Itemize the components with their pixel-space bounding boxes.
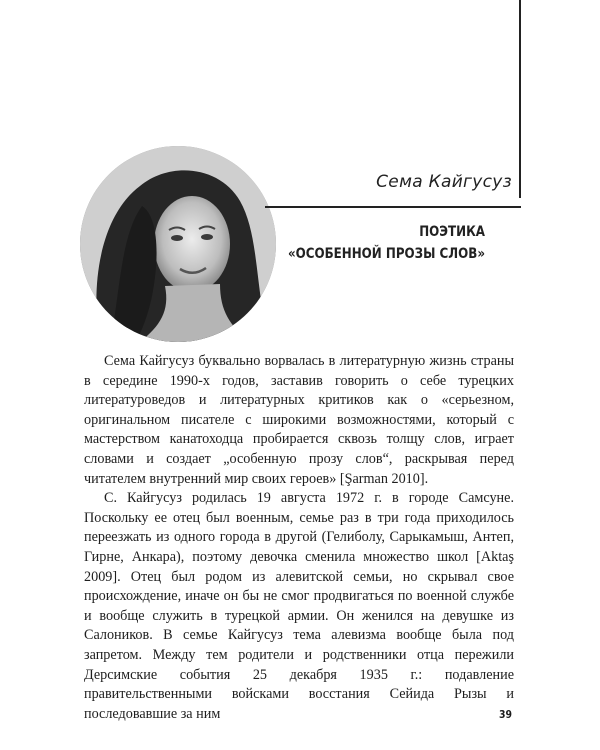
chapter-title-line-1: ПОЭТИКА: [419, 224, 485, 240]
page-number: 39: [498, 708, 512, 721]
chapter-title: [202, 221, 485, 265]
header-rule: [265, 206, 521, 208]
page-edge-line: [519, 0, 521, 198]
paragraph: С. Кайгусуз родилась 19 августа 1972 г. в городе Самсуне. Поскольку ее отец был военным, семье раз в три года приходилось переезжать из одного города в другой (Гелиболу, Сарыкамыш, Антеп, Гирне, Анкара), поэтому девочка сменила множество школ [Aktaş 2009]. Отец был родом из алевитской семьи, но скрывал свое происхождение, иначе он бы не смог продвигаться по военной службе и вообще служить в турецкой армии. Он женился на девушке из Салоников. В семье Кайгусуз тема алевизма вообще была под запретом. Между тем родители и родственники отца пережили Дерсимские события 25 декабря 1935 г.: подавление правительственными войсками восстания Сейида Рызы и последовавшие за ним: [84, 490, 514, 722]
paragraph: Сема Кайгусуз буквально ворвалась в литературную жизнь страны в середине 1990-х годов, заставив говорить о себе турецких литературоведов и литературных критиков как о «серьезном, оригинальном писателе с широкими возможностями, который с мастерством канатоходца пробирается сквозь толщу слов, играет словами и создает „особенную прозу слов“, раскрывая перед читателем внутренний мир своих героев» [Şarman 2010].: [84, 353, 514, 487]
chapter-title-line-2: «ОСОБЕННОЙ ПРОЗЫ СЛОВ»: [287, 246, 485, 262]
body-text: [84, 352, 514, 724]
author-name: Сема Кайгусуз: [376, 172, 512, 192]
